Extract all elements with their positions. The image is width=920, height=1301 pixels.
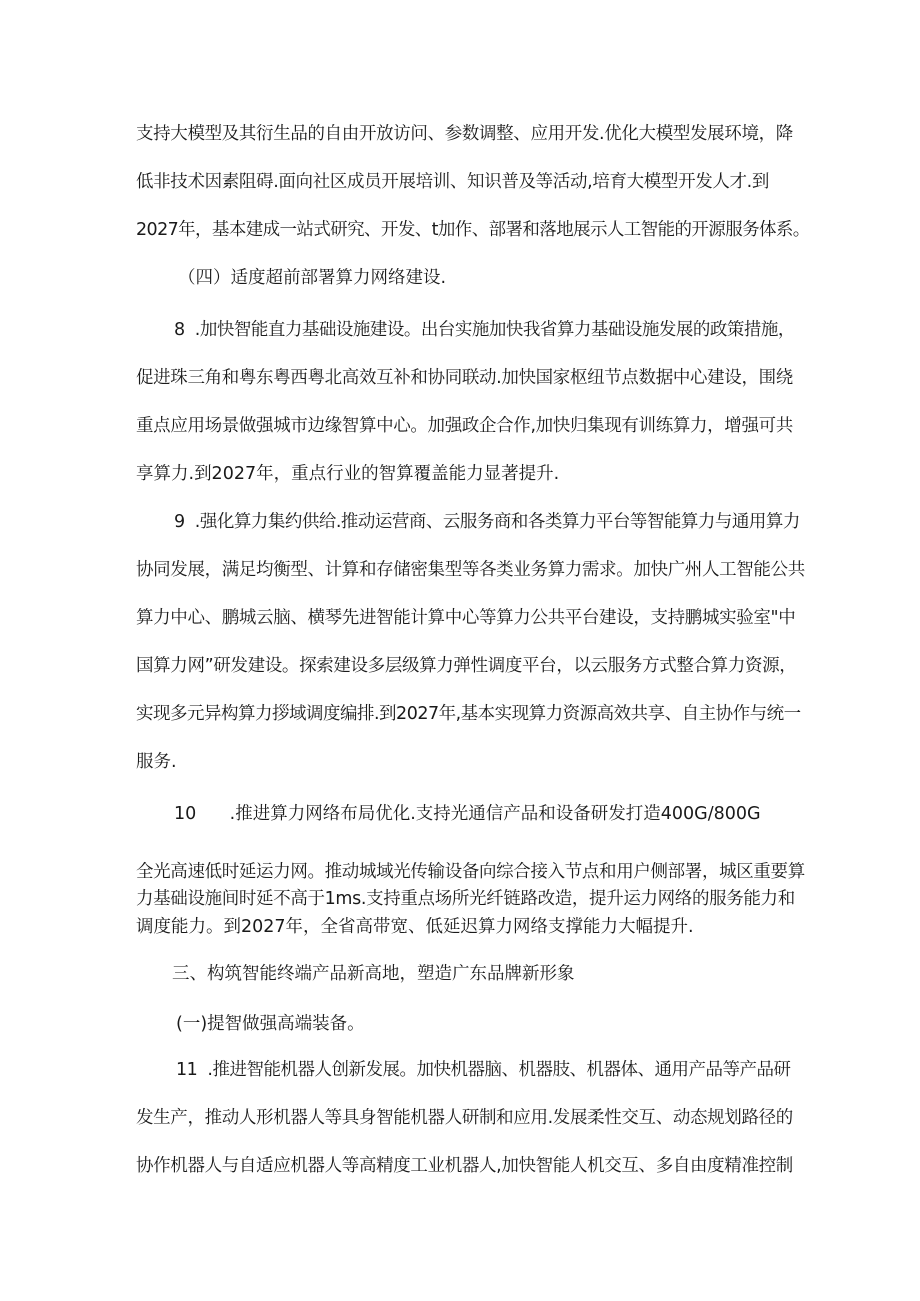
paragraph-line: 国算力网”研发建设。探索建设多层级算力弹性调度平台，以云服务方式整合算力资源， — [136, 656, 797, 676]
paragraph-line: 协同发展，满足均衡型、计算和存储密集型等各类业务算力需求。加快广州人工智能公共 — [136, 560, 805, 580]
paragraph-line: 8 .加快智能直力基础设施建设。出台实施加快我省算力基础设施发展的政策措施， — [174, 320, 795, 340]
section-heading: （四）适度超前部署算力网络建设. — [178, 268, 447, 288]
paragraph-line: 全光高速低时延运力网。推动城域光传输设备向综合接入节点和用户侧部署，城区重要算 — [136, 862, 805, 882]
paragraph-line: 支持大模型及其衍生品的自由开放访问、参数调整、应用开发.优化大模型发展环境，降 — [136, 124, 793, 144]
paragraph-line: 享算力.到2027年，重点行业的智算覆盖能力显著提升. — [136, 464, 560, 484]
paragraph-line: 力基础设施间时延不高于1ms.支持重点场所光纤链路改造，提升运力网络的服务能力和 — [136, 889, 795, 909]
paragraph-line: 11 .推进智能机器人创新发展。加快机器脑、机器肢、机器体、通用产品等产品研 — [176, 1060, 791, 1080]
paragraph-line: 低非技术因素阻碍.面向社区成员开展培训、知识普及等活动,培育大模型开发人才.到 — [136, 172, 770, 192]
paragraph-line: 实现多元异构算力拶域调度编排.到2027年,基本实现算力资源高效共享、自主协作与统一 — [136, 704, 801, 724]
section-heading: (一)提智做强高端装备。 — [176, 1014, 365, 1034]
paragraph-line: 调度能力。到2027年，全省高带宽、低延迟算力网络支撑能力大幅提升. — [136, 917, 694, 937]
paragraph-line: 2027年，基本建成一站式研究、开发、t加作、部署和落地展示人工智能的开源服务体系。 — [136, 220, 810, 240]
paragraph-line: 算力中心、鹏城云脑、横琴先进智能计算中心等算力公共平台建设，支持鹏城实验室"中 — [136, 608, 796, 628]
paragraph-line: 发生产，推动人形机器人等具身智能机器人研制和应用.发展柔性交互、动态规划路径的 — [136, 1108, 793, 1128]
paragraph-line: 重点应用场景做强城市边缘智算中心。加强政企合作,加快归集现有训练算力，增强可共 — [136, 416, 793, 436]
paragraph-line: 9 .强化算力集约供给.推动运营商、云服务商和各类算力平台等智能算力与通用算力 — [174, 512, 800, 532]
paragraph-line: 10 .推进算力网络布局优化.支持光通信产品和设备研发打造400G/800G — [174, 804, 761, 824]
paragraph-line: 服务. — [136, 752, 177, 772]
chapter-heading: 三、构筑智能终端产品新高地，塑造广东品牌新形象 — [172, 964, 575, 984]
paragraph-line: 促进珠三角和粤东粤西粤北高效互补和协同联动.加快国家枢纽节点数据中心建设，围绕 — [136, 368, 793, 388]
paragraph-line: 协作机器人与自适应机器人等高精度工业机器人,加快智能人机交互、多自由度精准控制 — [136, 1156, 793, 1176]
